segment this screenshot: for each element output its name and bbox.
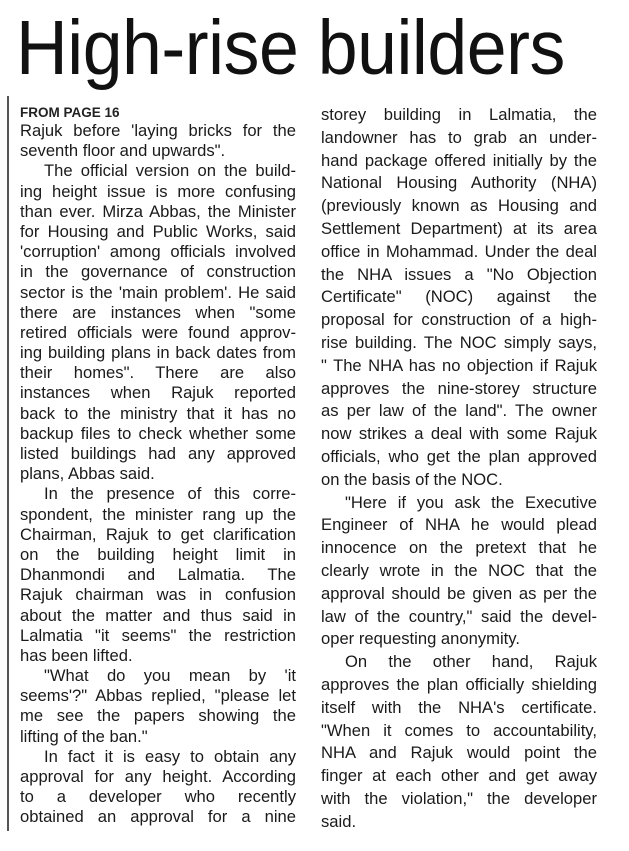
text-line: rise building. The NOC simply says, <box>321 332 597 352</box>
text-line: law of the country," said the devel- <box>321 606 597 626</box>
text-line: in the governance of construction <box>20 262 296 282</box>
text-line: officials, who get the plan approved <box>321 446 597 466</box>
text-line: there are instances when "some <box>20 302 296 322</box>
text-line: backup files to check whether some <box>20 423 296 443</box>
text-line: retired officials were found approv- <box>20 322 296 342</box>
text-line: hand package offered initially by the <box>321 150 597 170</box>
text-line: sector is the 'main problem'. He said <box>20 282 296 302</box>
text-line: as per law of the land". The owner <box>321 401 597 421</box>
text-line: now strikes a deal with some Rajuk <box>321 424 597 444</box>
text-line: National Housing Authority (NHA) <box>321 173 597 193</box>
text-line: finger at each other and get away <box>321 766 597 786</box>
text-line: about the matter and thus said in <box>20 605 296 625</box>
paragraph <box>321 651 597 833</box>
text-line: " The NHA has no objection if Rajuk <box>321 355 597 375</box>
column-body <box>20 121 296 828</box>
text-line: plans, Abbas said. <box>20 464 155 484</box>
text-line: "What do you mean by 'it <box>44 666 296 686</box>
text-line: In fact it is easy to obtain any <box>44 746 296 766</box>
text-line: NHA and Rajuk would point the <box>321 743 597 763</box>
article-column-2 <box>321 104 597 834</box>
text-line: innocence on the pretext that he <box>321 538 597 558</box>
text-line: back to the ministry that it has no <box>20 403 296 423</box>
text-line: Certificate" (NOC) against the <box>321 287 597 307</box>
text-line: me see the papers showing the <box>20 706 296 726</box>
text-line: office in Mohammad. Under the deal <box>321 241 597 261</box>
text-line: itself with the NHA's certificate. <box>321 697 597 717</box>
paragraph <box>20 666 296 747</box>
text-line: 'corruption' among officials involved <box>20 242 296 262</box>
text-line: said. <box>321 811 357 831</box>
text-line: listed buildings had any approved <box>20 444 296 463</box>
paragraph <box>20 747 296 828</box>
text-line: Rajuk chairman was in confusion <box>20 585 296 605</box>
text-line: seems'?" Abbas replied, "please let <box>20 686 296 706</box>
text-line: spondent, the minister rang up the <box>20 504 296 524</box>
text-line: obtained an approval for a nine <box>20 807 296 827</box>
text-line: has been lifted. <box>20 645 133 665</box>
text-line: proposal for construction of a high- <box>321 310 597 330</box>
column-rule <box>7 96 9 831</box>
text-line: ing height issue is more confusing <box>20 181 296 201</box>
text-line: approves the plan officially shielding <box>321 674 597 694</box>
text-line: the NHA issues a "No Objection <box>321 264 597 284</box>
text-line: approves the nine-storey structure <box>321 378 597 398</box>
text-line: Settlement Department) at its area <box>321 218 597 238</box>
text-line: for Housing and Public Works, said <box>20 221 296 241</box>
text-line: Rajuk before 'laying bricks for the <box>20 121 296 140</box>
text-line: Engineer of NHA he would plead <box>321 515 597 535</box>
text-line: on the basis of the NOC. <box>321 469 503 489</box>
text-line: On the other hand, Rajuk <box>345 652 597 672</box>
headline: High-rise builders <box>16 5 565 91</box>
text-line: their homes". There are also <box>20 363 296 383</box>
text-line: to a developer who recently <box>20 787 296 807</box>
text-line: clearly wrote in the NOC that the <box>321 560 597 580</box>
text-line: Chairman, Rajuk to get clarification <box>20 524 296 544</box>
text-line: lifting of the ban." <box>20 726 148 746</box>
text-line: approval for any height. According <box>20 767 296 786</box>
text-line: (previously known as Housing and <box>321 196 597 216</box>
column-body <box>321 104 597 834</box>
paragraph <box>321 104 597 492</box>
text-line: on the building height limit in <box>20 544 296 564</box>
text-line: oper requesting anonymity. <box>321 629 520 649</box>
text-line: than ever. Mirza Abbas, the Minister <box>20 201 296 221</box>
text-line: with the violation," the developer <box>321 788 597 808</box>
text-line: Dhanmondi and Lalmatia. The <box>20 565 296 585</box>
paragraph <box>20 484 296 666</box>
text-line: approval should be given as per the <box>321 583 597 603</box>
text-line: storey building in Lalmatia, the <box>321 105 597 124</box>
text-line: In the presence of this corre- <box>44 484 296 504</box>
text-line: The official version on the build- <box>44 161 296 181</box>
text-line: ing building plans in back dates from <box>20 343 296 363</box>
text-line: landowner has to grab an under- <box>321 127 597 147</box>
text-line: Lalmatia "it seems" the restriction <box>20 625 296 645</box>
text-line: instances when Rajuk reported <box>20 383 296 403</box>
text-line: seventh floor and upwards". <box>20 141 226 161</box>
text-line: "Here if you ask the Executive <box>345 492 597 512</box>
text-line: "When it comes to accountability, <box>321 720 597 740</box>
paragraph <box>20 121 296 161</box>
article-column-1 <box>20 104 296 828</box>
paragraph <box>321 492 597 652</box>
continuation-kicker: FROM PAGE 16 <box>20 105 120 120</box>
paragraph <box>20 161 296 484</box>
